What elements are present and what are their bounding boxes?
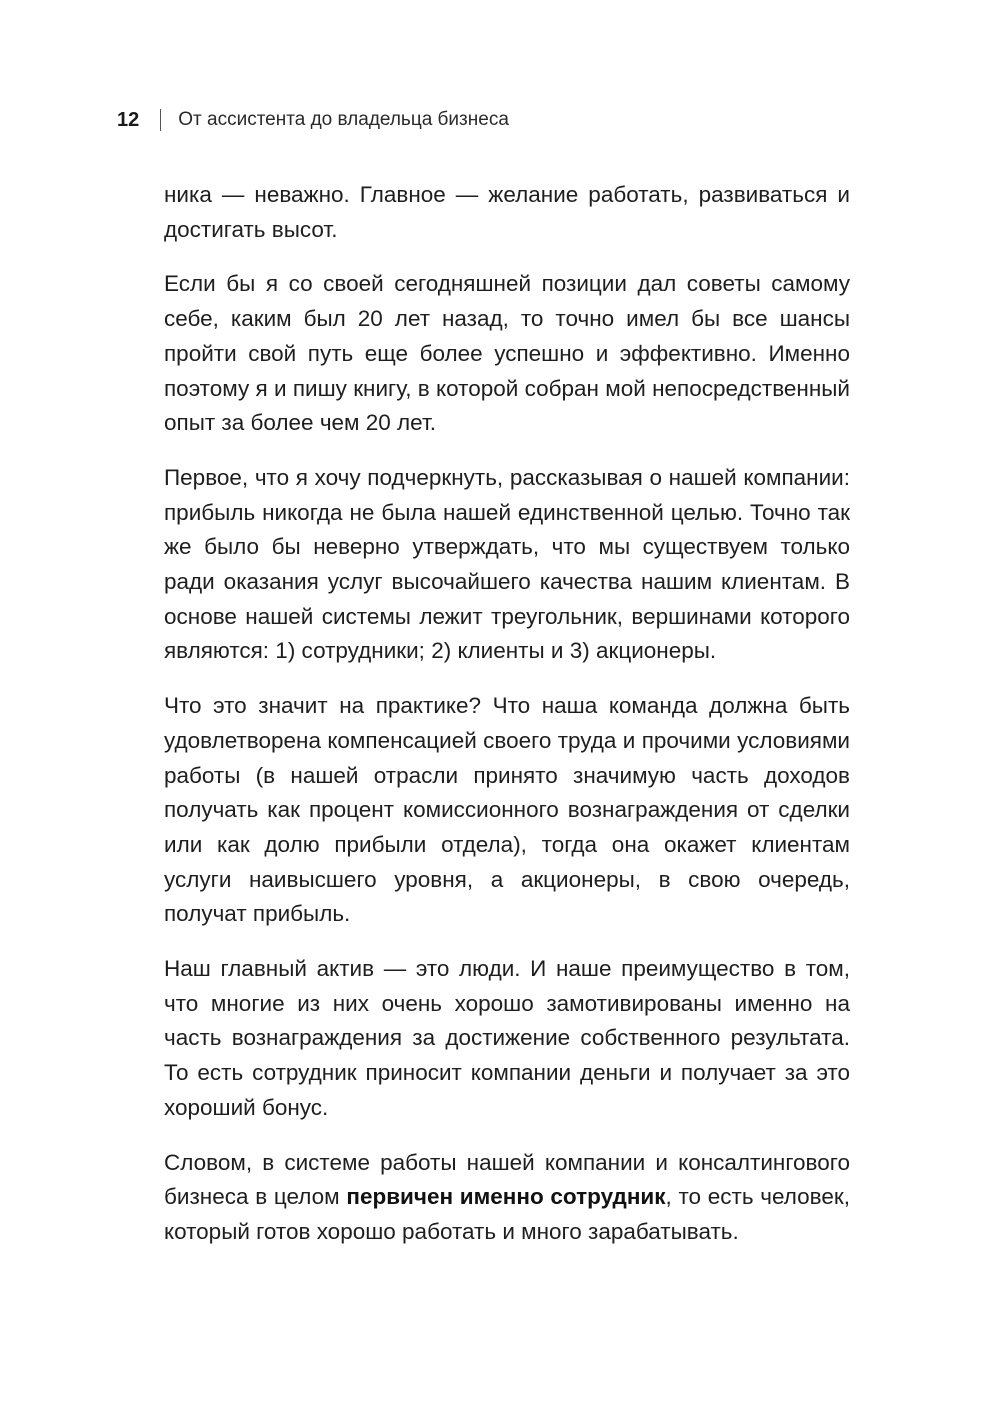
paragraph-2: Если бы я со своей сегодняшней позиции дал советы самому себе, каким был 20 лет назад, то точно имел бы все шансы пройти свой путь еще более успешно и эффективно. Именно поэтому я и пишу книгу, в которой собран мой непосредственный опыт за более чем 20 лет. xyxy=(164,271,850,436)
paragraph-6-lead: Словом, в системе работы нашей компании и консалтингового бизнеса в целом xyxy=(164,1149,850,1210)
page-number: 12 xyxy=(117,108,140,131)
paragraph-5: Наш главный актив — это люди. И наше преимущество в том, что многие из них очень хорошо замотивированы именно на часть вознаграждения за достижение собственного результата. То есть сотрудник приносит компании деньги и получает за это хороший бонус. xyxy=(164,956,850,1120)
paragraph-6-tail: , то есть человек, который готов хорошо работать и много зарабатывать. xyxy=(164,1184,850,1244)
paragraph-4: Что это значит на практике? Что наша команда должна быть удовлетворена компенсацией своего труда и прочими условиями работы (в нашей отрасли принято значимую часть доходов получать как процент комиссионного вознаграждения от сделки или как долю прибыли отдела), тогда она окажет клиентам услуги наивысшего уровня, а акционеры, в свою очередь, получат прибыль. xyxy=(164,693,850,927)
running-title: От ассистента до владельца бизнеса xyxy=(178,109,509,130)
header-divider xyxy=(160,109,161,131)
emphasized-phrase: первичен именно сотрудник xyxy=(346,1184,666,1210)
body-text xyxy=(164,178,850,1270)
running-header xyxy=(117,104,509,136)
paragraph-3: Первое, что я хочу подчеркнуть, рассказывая о нашей компании: прибыль никогда не была нашей единственной целью. Точно так же было бы неверно утверждать, что мы существуем только ради оказания услуг высочайшего качества нашим клиентам. В основе нашей системы лежит треугольник, вершинами которого являются: 1) сотрудники; 2) клиенты и 3) акционеры. xyxy=(164,464,850,664)
paragraph-6 xyxy=(164,1146,850,1250)
paragraph-1: ника — неважно. Главное — желание работать, развиваться и достигать высот. xyxy=(164,182,850,242)
